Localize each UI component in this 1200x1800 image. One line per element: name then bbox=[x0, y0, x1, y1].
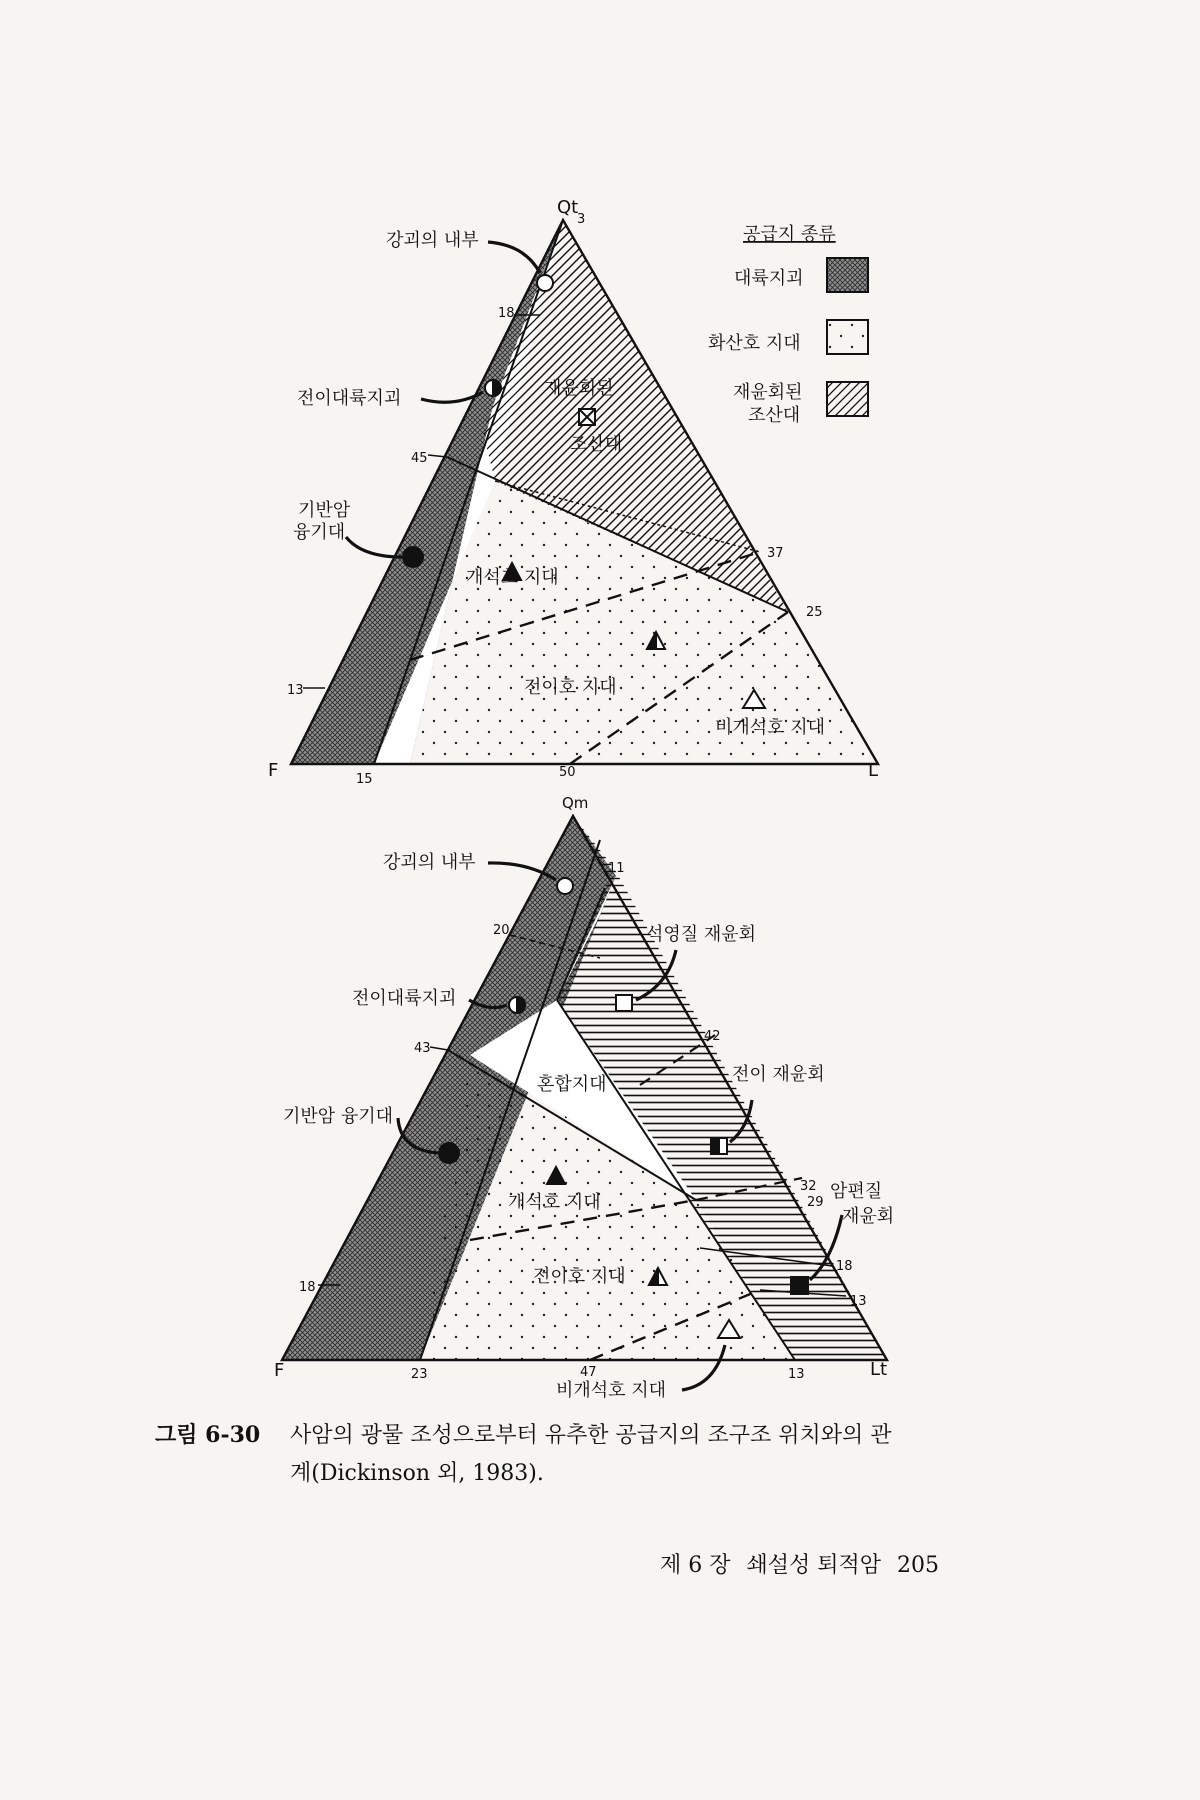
qtfl-tick-45: 45 bbox=[411, 451, 428, 466]
qmflt-craton-interior-label: 강괴의 내부 bbox=[383, 852, 476, 873]
qtfl-diagram bbox=[268, 197, 878, 787]
qtfl-craton-interior-marker bbox=[537, 275, 553, 291]
qmflt-line-q43-tick bbox=[430, 1047, 448, 1050]
qtfl-tick-15: 15 bbox=[356, 772, 373, 787]
qtfl-tick-18: 18 bbox=[498, 306, 515, 321]
legend-recycled-swatch bbox=[827, 382, 868, 416]
qmflt-quartzose-recycled-label: 석영질 재윤회 bbox=[646, 924, 757, 945]
qmflt-lithic-recycled-label-2: 재윤회 bbox=[842, 1206, 895, 1227]
qtfl-dissected-arc-label: 개석호 지대 bbox=[466, 567, 559, 588]
qmflt-transitional-arc-label: 전이호 지대 bbox=[533, 1266, 626, 1287]
qtfl-corner-tick: 3 bbox=[577, 212, 586, 227]
qmflt-tick-29: 29 bbox=[807, 1195, 824, 1210]
qmflt-tick-43: 43 bbox=[414, 1041, 431, 1056]
caption-text-1: 사암의 광물 조성으로부터 유추한 공급지의 조구조 위치와의 관 bbox=[290, 1423, 892, 1448]
qtfl-transitional-continental-half bbox=[493, 380, 501, 396]
figure-caption bbox=[155, 1416, 1055, 1493]
qtfl-tick-50: 50 bbox=[559, 765, 576, 780]
qmflt-apex-f: F bbox=[274, 1360, 285, 1381]
qmflt-tick-20: 20 bbox=[493, 923, 510, 938]
qtfl-leader-basement bbox=[346, 537, 402, 557]
qmflt-mixed-label: 혼합지대 bbox=[537, 1074, 607, 1095]
qtfl-basement-uplift-marker bbox=[403, 547, 423, 567]
qmflt-transitional-continental-half bbox=[517, 997, 525, 1013]
qmflt-tick-13b: 13 bbox=[788, 1367, 805, 1382]
qtfl-tick-37: 37 bbox=[767, 546, 784, 561]
qtfl-apex-f: F bbox=[268, 760, 279, 781]
legend-continental-label: 대륙지괴 bbox=[734, 268, 804, 289]
qmflt-tick-32: 32 bbox=[800, 1179, 817, 1194]
qtfl-tick-25: 25 bbox=[806, 605, 823, 620]
qmflt-transitional-recycled-half bbox=[711, 1138, 719, 1154]
qtfl-leader-craton bbox=[488, 242, 540, 273]
qmflt-quartzose-recycled-marker bbox=[616, 995, 632, 1011]
qmflt-basement-uplift-label: 기반암 융기대 bbox=[283, 1106, 394, 1127]
footer-title: 쇄설성 퇴적암 bbox=[746, 1553, 882, 1578]
qtfl-apex-l: L bbox=[868, 760, 879, 781]
qmflt-diagram bbox=[274, 794, 894, 1401]
qmflt-transitional-recycled-label: 전이 재윤회 bbox=[732, 1064, 825, 1085]
qmflt-basement-uplift-marker bbox=[439, 1143, 459, 1163]
qtfl-basement-uplift-label-1: 기반암 bbox=[298, 500, 351, 521]
qmflt-tick-47: 47 bbox=[580, 1365, 597, 1380]
qmflt-tick-11: 11 bbox=[608, 861, 625, 876]
qtfl-tick-13: 13 bbox=[287, 683, 304, 698]
legend-arc-swatch bbox=[827, 320, 868, 354]
legend-title: 공급지 종류 bbox=[743, 224, 836, 245]
legend-continental-swatch bbox=[827, 258, 868, 292]
qtfl-transitional-continental-label: 전이대륙지괴 bbox=[297, 388, 402, 409]
page-number: 205 bbox=[897, 1553, 940, 1578]
qmflt-apex-qm: Qm bbox=[562, 794, 589, 812]
caption-text-2: 계(Dickinson 외, 1983). bbox=[290, 1461, 544, 1486]
qmflt-undissected-arc-label: 비개석호 지대 bbox=[556, 1380, 667, 1401]
footer-chapter: 제 6 장 bbox=[660, 1553, 731, 1578]
qmflt-tick-18: 18 bbox=[299, 1280, 316, 1295]
qmflt-tick-18r: 18 bbox=[836, 1259, 853, 1274]
qmflt-transitional-continental-label: 전이대륙지괴 bbox=[352, 988, 457, 1009]
qmflt-lithic-recycled-label-1: 암편질 bbox=[830, 1181, 883, 1202]
legend-recycled-label-1: 재윤회된 bbox=[733, 382, 803, 403]
qmflt-craton-interior-marker bbox=[557, 878, 573, 894]
qtfl-apex-qt: Qt bbox=[557, 197, 579, 218]
legend-arc-label: 화산호 지대 bbox=[708, 333, 801, 354]
qmflt-tick-23: 23 bbox=[411, 1367, 428, 1382]
qtfl-transitional-arc-label: 전이호 지대 bbox=[524, 677, 617, 698]
qtfl-craton-interior-label: 강괴의 내부 bbox=[386, 230, 479, 251]
qtfl-recycled-orogen-label-2: 조산대 bbox=[570, 434, 623, 455]
qtfl-legend bbox=[708, 223, 868, 426]
legend-recycled-label-2: 조산대 bbox=[748, 405, 801, 426]
qmflt-tick-42: 42 bbox=[704, 1029, 721, 1044]
qtfl-basement-uplift-label-2: 융기대 bbox=[293, 522, 346, 543]
page-footer bbox=[660, 1548, 955, 1579]
qmflt-lithic-recycled-marker bbox=[791, 1277, 808, 1294]
qmflt-tick-13r: 13 bbox=[850, 1294, 867, 1309]
qtfl-undissected-arc-label: 비개석호 지대 bbox=[715, 717, 826, 738]
qmflt-dissected-arc-label: 개석호 지대 bbox=[508, 1192, 601, 1213]
qmflt-apex-lt: Lt bbox=[870, 1359, 888, 1380]
figure-number: 그림 6-30 bbox=[155, 1422, 261, 1448]
caption-line-1 bbox=[155, 1416, 1055, 1455]
qtfl-recycled-orogen-label-1: 재윤회된 bbox=[544, 378, 614, 399]
